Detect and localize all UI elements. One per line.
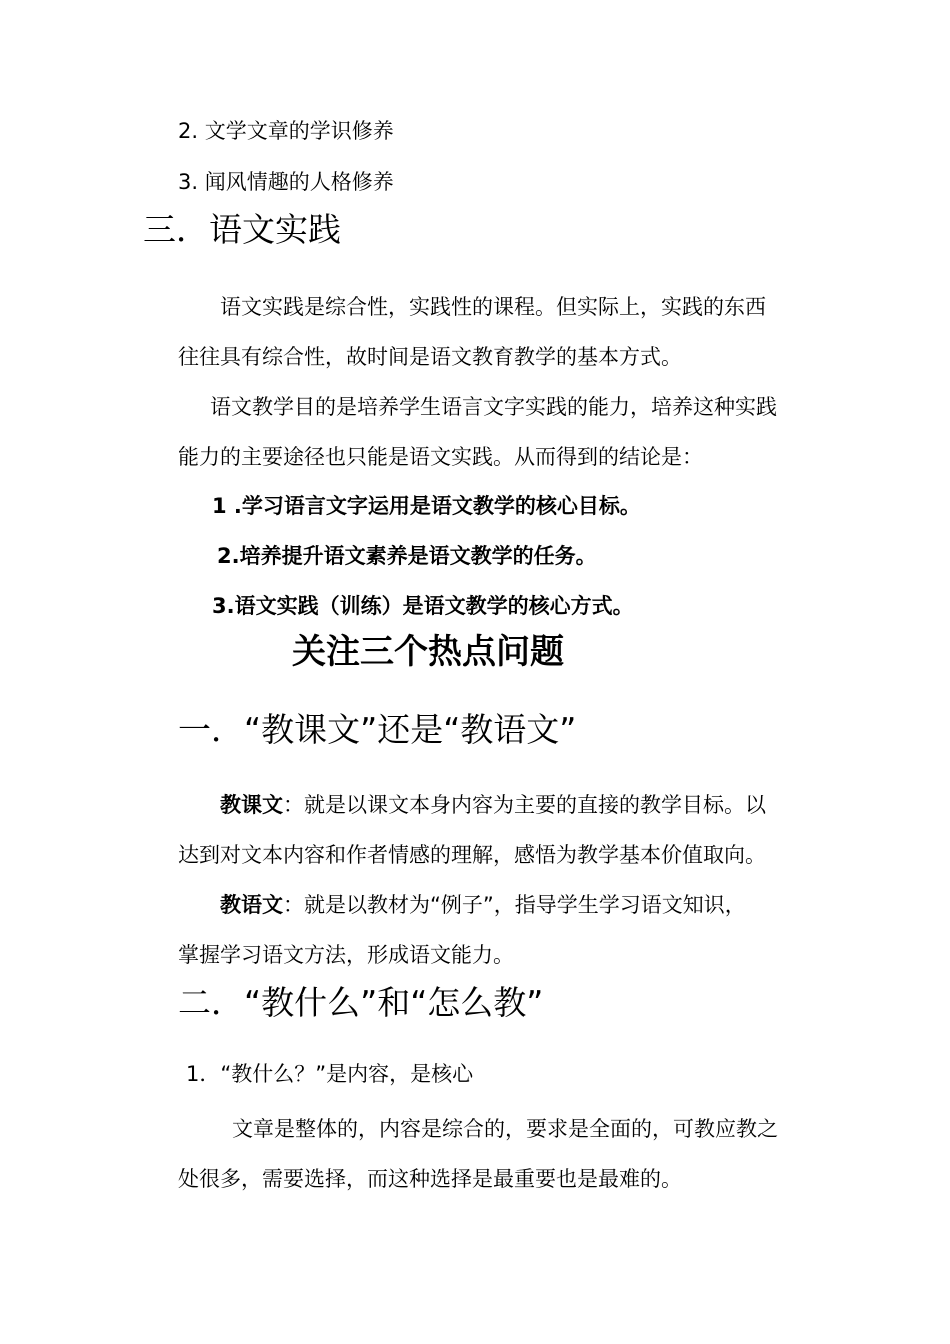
conclusion-item-1: 1 .学习语言文字运用是语文教学的核心目标。: [212, 494, 641, 518]
definition-2-line-2: 掌握学习语文方法，形成语文能力。: [178, 943, 514, 967]
list-item-personality: 3. 闻风情趣的人格修养: [178, 170, 394, 194]
definition-1-term: 教课文: [220, 793, 283, 817]
section-heading-three: 三．语文实践: [143, 210, 341, 249]
paragraph-2-line-1: 语文教学目的是培养学生语言文字实践的能力，培养这种实践: [210, 395, 777, 419]
definition-1-line-1: [220, 795, 766, 816]
paragraph-3-line-2: 处很多，需要选择，而这种选择是最重要也是最难的。: [178, 1167, 682, 1191]
section-title: 关注三个热点问题: [292, 632, 564, 672]
subheading-what-to-teach: 1．“教什么？”是内容，是核心: [186, 1062, 474, 1086]
definition-1-line-2: 达到对文本内容和作者情感的理解，感悟为教学基本价值取向。: [178, 843, 766, 867]
paragraph-3-line-1: 文章是整体的，内容是综合的，要求是全面的，可教应教之: [232, 1117, 778, 1141]
paragraph-2-line-2: 能力的主要途径也只能是语文实践。从而得到的结论是：: [178, 445, 703, 469]
definition-2-text: ：就是以教材为“例子”，指导学生学习语文知识，: [283, 893, 746, 917]
list-item-literary-knowledge: 2. 文学文章的学识修养: [178, 119, 394, 143]
definition-2-term: 教语文: [220, 893, 283, 917]
paragraph-1-line-1: 语文实践是综合性，实践性的课程。但实际上，实践的东西: [220, 295, 766, 319]
paragraph-1-line-2: 往往具有综合性，故时间是语文教育教学的基本方式。: [178, 345, 682, 369]
definition-2-line-1: [220, 895, 746, 916]
conclusion-item-2: 2.培养提升语文素养是语文教学的任务。: [217, 544, 597, 568]
heading-one: 一．“教课文”还是“教语文”: [178, 710, 577, 749]
heading-two: 二．“教什么”和“怎么教”: [178, 983, 544, 1022]
conclusion-item-3: 3.语文实践（训练）是语文教学的核心方式。: [212, 594, 634, 618]
definition-1-text: ：就是以课文本身内容为主要的直接的教学目标。以: [283, 793, 766, 817]
